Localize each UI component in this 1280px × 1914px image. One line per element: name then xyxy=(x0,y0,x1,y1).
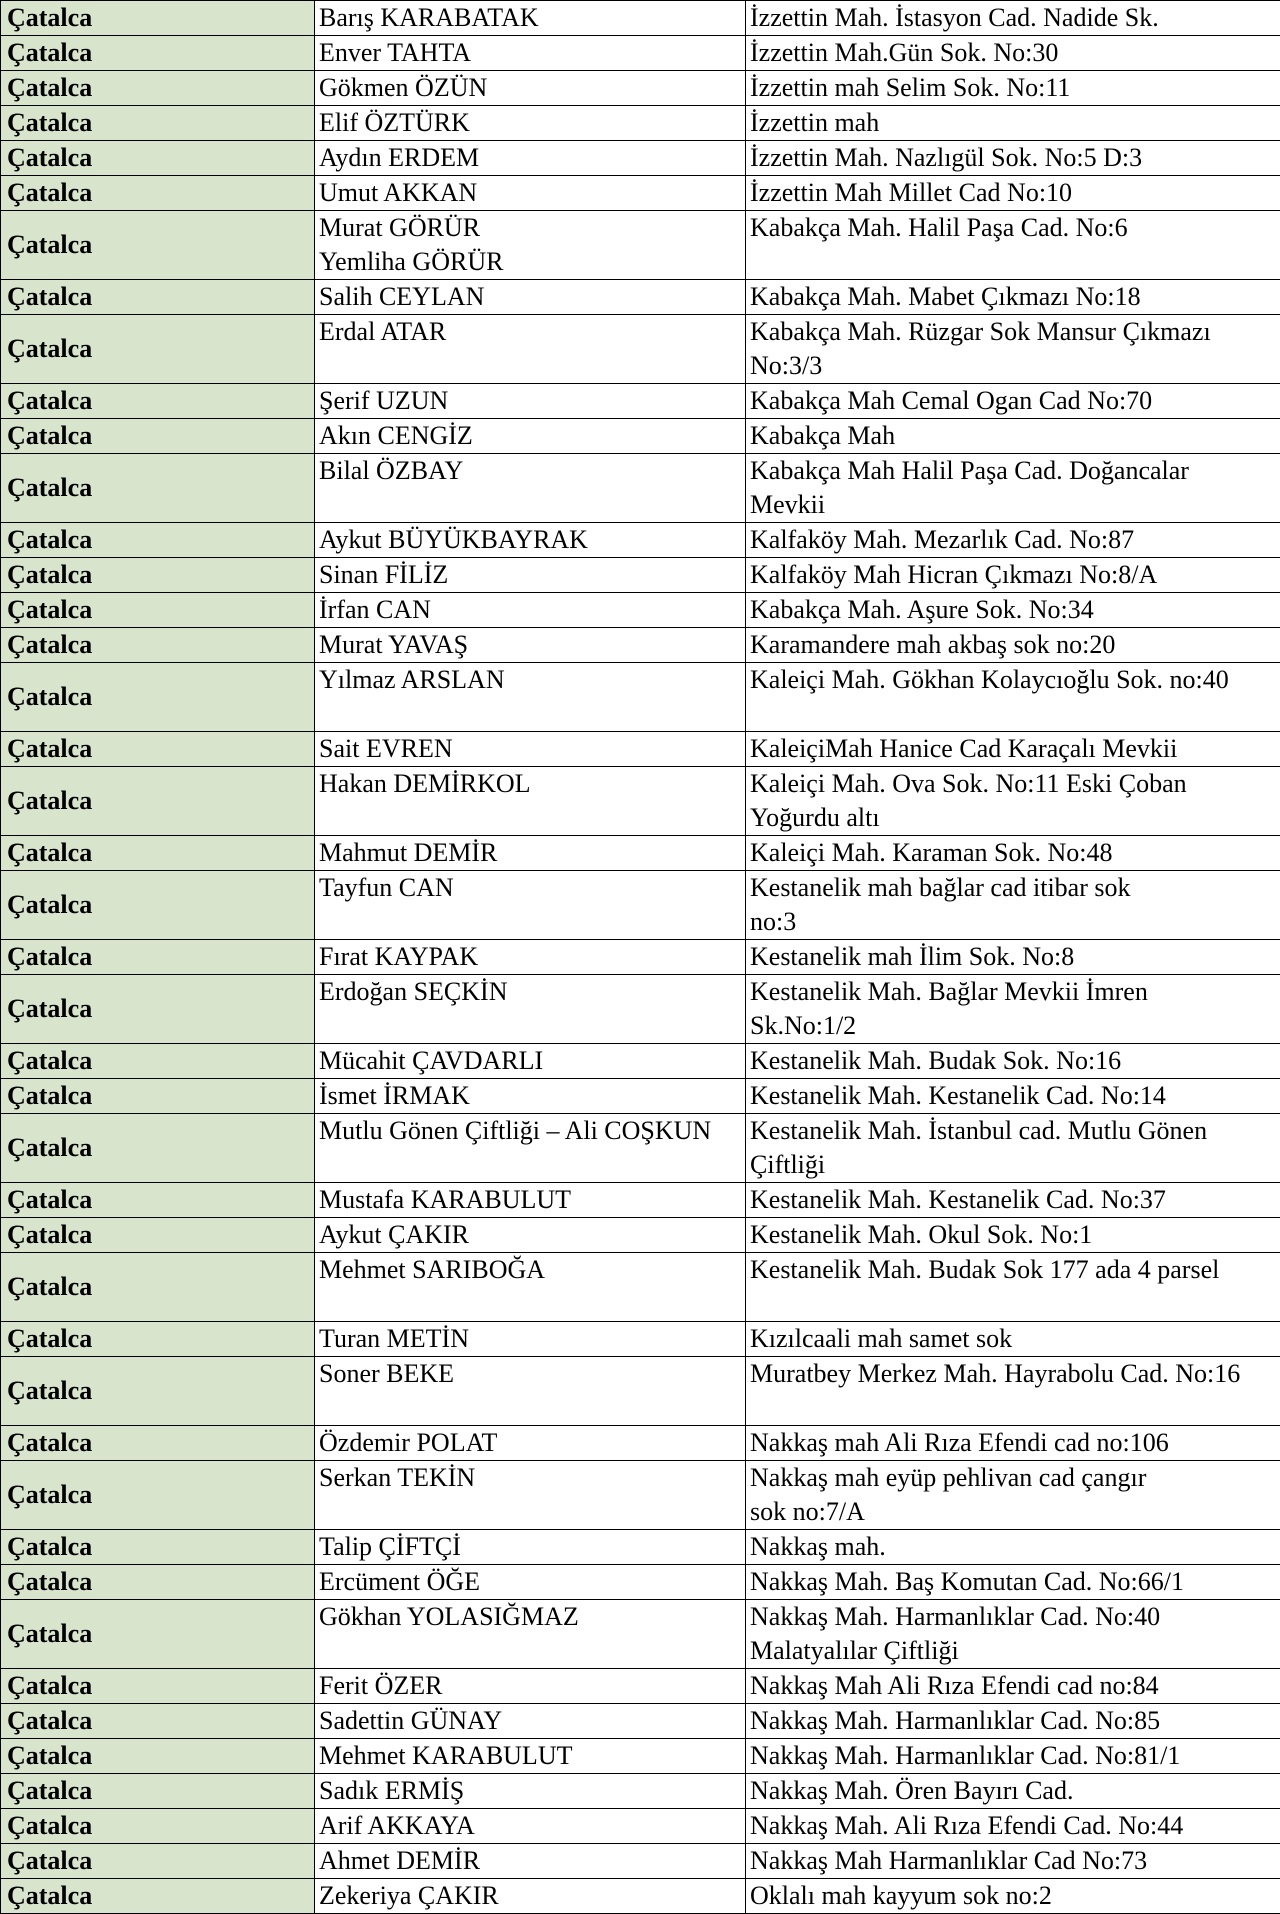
name-cell: Aykut ÇAKIR xyxy=(315,1218,746,1253)
address-cell: Kestanelik mah bağlar cad itibar sok no:3 xyxy=(746,871,1280,940)
name-cell: Sinan FİLİZ xyxy=(315,558,746,593)
district-cell: Çatalca xyxy=(1,1322,315,1357)
district-cell: Çatalca xyxy=(1,1044,315,1079)
name-cell: Ferit ÖZER xyxy=(315,1669,746,1704)
address-cell: Nakkaş Mah. Ali Rıza Efendi Cad. No:44 xyxy=(746,1809,1280,1844)
table-row xyxy=(1,1844,1280,1879)
district-cell: Çatalca xyxy=(1,663,315,732)
name-cell: Salih CEYLAN xyxy=(315,280,746,315)
name-cell: Mehmet SARIBOĞA xyxy=(315,1253,746,1322)
address-cell: Kaleiçi Mah. Gökhan Kolaycıoğlu Sok. no:40 xyxy=(746,663,1280,732)
address-cell: Kestanelik Mah. Okul Sok. No:1 xyxy=(746,1218,1280,1253)
district-cell: Çatalca xyxy=(1,1253,315,1322)
district-cell: Çatalca xyxy=(1,71,315,106)
name-cell: Mutlu Gönen Çiftliği – Ali COŞKUN xyxy=(315,1114,746,1183)
district-cell: Çatalca xyxy=(1,1600,315,1669)
table-row xyxy=(1,836,1280,871)
name-cell: Aykut BÜYÜKBAYRAK xyxy=(315,523,746,558)
address-cell: Kabakça Mah Halil Paşa Cad. Doğancalar Mevkii xyxy=(746,454,1280,523)
table-row xyxy=(1,1600,1280,1669)
district-cell: Çatalca xyxy=(1,593,315,628)
district-cell: Çatalca xyxy=(1,871,315,940)
address-cell: Nakkaş Mah. Baş Komutan Cad. No:66/1 xyxy=(746,1565,1280,1600)
district-cell: Çatalca xyxy=(1,1183,315,1218)
address-cell: Nakkaş Mah Ali Rıza Efendi cad no:84 xyxy=(746,1669,1280,1704)
table-row xyxy=(1,1565,1280,1600)
name-cell: Elif ÖZTÜRK xyxy=(315,106,746,141)
district-cell: Çatalca xyxy=(1,1114,315,1183)
address-cell: Nakkaş Mah. Harmanlıklar Cad. No:40 Malatyalılar Çiftliği xyxy=(746,1600,1280,1669)
name-cell: Ercüment ÖĞE xyxy=(315,1565,746,1600)
district-cell: Çatalca xyxy=(1,836,315,871)
name-cell: Tayfun CAN xyxy=(315,871,746,940)
table-row xyxy=(1,628,1280,663)
name-cell: Gökmen ÖZÜN xyxy=(315,71,746,106)
table-row xyxy=(1,1704,1280,1739)
table-row xyxy=(1,558,1280,593)
table-row xyxy=(1,1357,1280,1426)
name-cell: Enver TAHTA xyxy=(315,36,746,71)
address-cell: Muratbey Merkez Mah. Hayrabolu Cad. No:16 xyxy=(746,1357,1280,1426)
address-cell: Kestanelik Mah. Budak Sok. No:16 xyxy=(746,1044,1280,1079)
name-cell: Akın CENGİZ xyxy=(315,419,746,454)
address-cell: Kalfaköy Mah Hicran Çıkmazı No:8/A xyxy=(746,558,1280,593)
table-row xyxy=(1,523,1280,558)
table-row xyxy=(1,1809,1280,1844)
address-cell: İzzettin Mah. Nazlıgül Sok. No:5 D:3 xyxy=(746,141,1280,176)
table-row xyxy=(1,1774,1280,1809)
address-cell: Nakkaş Mah Harmanlıklar Cad No:73 xyxy=(746,1844,1280,1879)
district-cell: Çatalca xyxy=(1,1669,315,1704)
district-cell: Çatalca xyxy=(1,211,315,280)
name-cell: Mücahit ÇAVDARLI xyxy=(315,1044,746,1079)
name-cell: İrfan CAN xyxy=(315,593,746,628)
district-cell: Çatalca xyxy=(1,1774,315,1809)
table-row xyxy=(1,419,1280,454)
address-cell: Kabakça Mah. Rüzgar Sok Mansur Çıkmazı No:3/3 xyxy=(746,315,1280,384)
address-cell: KaleiçiMah Hanice Cad Karaçalı Mevkii xyxy=(746,732,1280,767)
address-cell: Kestanelik Mah. Kestanelik Cad. No:37 xyxy=(746,1183,1280,1218)
table-row xyxy=(1,593,1280,628)
name-cell: Talip ÇİFTÇİ xyxy=(315,1530,746,1565)
name-cell: Sait EVREN xyxy=(315,732,746,767)
table-body xyxy=(1,1,1280,1914)
name-cell: Sadık ERMİŞ xyxy=(315,1774,746,1809)
district-cell: Çatalca xyxy=(1,1,315,36)
address-cell: Kabakça Mah Cemal Ogan Cad No:70 xyxy=(746,384,1280,419)
table-row xyxy=(1,940,1280,975)
table-row xyxy=(1,1183,1280,1218)
district-cell: Çatalca xyxy=(1,940,315,975)
table-row xyxy=(1,71,1280,106)
table-row xyxy=(1,1218,1280,1253)
district-cell: Çatalca xyxy=(1,1530,315,1565)
name-cell: Özdemir POLAT xyxy=(315,1426,746,1461)
name-cell: Erdoğan SEÇKİN xyxy=(315,975,746,1044)
name-cell: Barış KARABATAK xyxy=(315,1,746,36)
district-cell: Çatalca xyxy=(1,176,315,211)
district-cell: Çatalca xyxy=(1,1879,315,1914)
address-cell: Kabakça Mah. Aşure Sok. No:34 xyxy=(746,593,1280,628)
name-cell: Aydın ERDEM xyxy=(315,141,746,176)
table-row xyxy=(1,106,1280,141)
table-row xyxy=(1,1044,1280,1079)
table-row xyxy=(1,1,1280,36)
table-row xyxy=(1,1322,1280,1357)
table-row xyxy=(1,1079,1280,1114)
table-row xyxy=(1,767,1280,836)
district-cell: Çatalca xyxy=(1,1218,315,1253)
district-cell: Çatalca xyxy=(1,1357,315,1426)
address-cell: İzzettin Mah.Gün Sok. No:30 xyxy=(746,36,1280,71)
table-row xyxy=(1,1879,1280,1914)
address-cell: Nakkaş Mah. Ören Bayırı Cad. xyxy=(746,1774,1280,1809)
district-cell: Çatalca xyxy=(1,36,315,71)
district-cell: Çatalca xyxy=(1,558,315,593)
table-row xyxy=(1,975,1280,1044)
address-cell: Oklalı mah kayyum sok no:2 xyxy=(746,1879,1280,1914)
address-cell: İzzettin Mah. İstasyon Cad. Nadide Sk. xyxy=(746,1,1280,36)
table-row xyxy=(1,1253,1280,1322)
table-row xyxy=(1,1426,1280,1461)
name-cell: Murat GÖRÜR Yemliha GÖRÜR xyxy=(315,211,746,280)
address-cell: Kabakça Mah. Mabet Çıkmazı No:18 xyxy=(746,280,1280,315)
address-cell: Nakkaş Mah. Harmanlıklar Cad. No:81/1 xyxy=(746,1739,1280,1774)
name-cell: İsmet İRMAK xyxy=(315,1079,746,1114)
address-cell: Nakkaş mah Ali Rıza Efendi cad no:106 xyxy=(746,1426,1280,1461)
name-cell: Bilal ÖZBAY xyxy=(315,454,746,523)
name-cell: Murat YAVAŞ xyxy=(315,628,746,663)
address-cell: Nakkaş mah eyüp pehlivan cad çangır sok no:7/A xyxy=(746,1461,1280,1530)
name-cell: Mehmet KARABULUT xyxy=(315,1739,746,1774)
address-cell: Kabakça Mah xyxy=(746,419,1280,454)
district-cell: Çatalca xyxy=(1,767,315,836)
district-cell: Çatalca xyxy=(1,1079,315,1114)
table-row xyxy=(1,663,1280,732)
district-cell: Çatalca xyxy=(1,315,315,384)
address-cell: Kestanelik Mah. Bağlar Mevkii İmren Sk.No:1/2 xyxy=(746,975,1280,1044)
district-cell: Çatalca xyxy=(1,141,315,176)
address-cell: İzzettin Mah Millet Cad No:10 xyxy=(746,176,1280,211)
address-cell: Nakkaş mah. xyxy=(746,1530,1280,1565)
address-cell: İzzettin mah Selim Sok. No:11 xyxy=(746,71,1280,106)
name-cell: Ahmet DEMİR xyxy=(315,1844,746,1879)
address-cell: Kestanelik Mah. Budak Sok 177 ada 4 parsel xyxy=(746,1253,1280,1322)
district-cell: Çatalca xyxy=(1,106,315,141)
district-cell: Çatalca xyxy=(1,1704,315,1739)
address-cell: Nakkaş Mah. Harmanlıklar Cad. No:85 xyxy=(746,1704,1280,1739)
district-cell: Çatalca xyxy=(1,523,315,558)
name-cell: Zekeriya ÇAKIR xyxy=(315,1879,746,1914)
name-cell: Turan METİN xyxy=(315,1322,746,1357)
table-row xyxy=(1,280,1280,315)
district-cell: Çatalca xyxy=(1,1565,315,1600)
table-row xyxy=(1,211,1280,280)
address-cell: Kalfaköy Mah. Mezarlık Cad. No:87 xyxy=(746,523,1280,558)
table-row xyxy=(1,1461,1280,1530)
table-row xyxy=(1,454,1280,523)
district-cell: Çatalca xyxy=(1,419,315,454)
district-cell: Çatalca xyxy=(1,1809,315,1844)
address-cell: Kaleiçi Mah. Ova Sok. No:11 Eski Çoban Yoğurdu altı xyxy=(746,767,1280,836)
district-cell: Çatalca xyxy=(1,280,315,315)
name-cell: Gökhan YOLASIĞMAZ xyxy=(315,1600,746,1669)
name-cell: Sadettin GÜNAY xyxy=(315,1704,746,1739)
table-row xyxy=(1,36,1280,71)
name-cell: Soner BEKE xyxy=(315,1357,746,1426)
district-cell: Çatalca xyxy=(1,384,315,419)
address-cell: Karamandere mah akbaş sok no:20 xyxy=(746,628,1280,663)
district-cell: Çatalca xyxy=(1,628,315,663)
table-row xyxy=(1,1669,1280,1704)
table-row xyxy=(1,732,1280,767)
table-row xyxy=(1,871,1280,940)
name-cell: Şerif UZUN xyxy=(315,384,746,419)
address-cell: İzzettin mah xyxy=(746,106,1280,141)
district-cell: Çatalca xyxy=(1,1844,315,1879)
table-row xyxy=(1,1114,1280,1183)
district-cell: Çatalca xyxy=(1,1461,315,1530)
address-cell: Kabakça Mah. Halil Paşa Cad. No:6 xyxy=(746,211,1280,280)
table-row xyxy=(1,141,1280,176)
table-row xyxy=(1,315,1280,384)
address-cell: Kestanelik Mah. Kestanelik Cad. No:14 xyxy=(746,1079,1280,1114)
name-cell: Erdal ATAR xyxy=(315,315,746,384)
address-cell: Kaleiçi Mah. Karaman Sok. No:48 xyxy=(746,836,1280,871)
address-cell: Kestanelik mah İlim Sok. No:8 xyxy=(746,940,1280,975)
district-cell: Çatalca xyxy=(1,732,315,767)
name-cell: Hakan DEMİRKOL xyxy=(315,767,746,836)
name-cell: Umut AKKAN xyxy=(315,176,746,211)
district-cell: Çatalca xyxy=(1,1426,315,1461)
district-cell: Çatalca xyxy=(1,454,315,523)
address-cell: Kestanelik Mah. İstanbul cad. Mutlu Gönen Çiftliği xyxy=(746,1114,1280,1183)
table-row xyxy=(1,1530,1280,1565)
table-row xyxy=(1,1739,1280,1774)
table-row xyxy=(1,384,1280,419)
name-cell: Mahmut DEMİR xyxy=(315,836,746,871)
name-cell: Serkan TEKİN xyxy=(315,1461,746,1530)
district-cell: Çatalca xyxy=(1,975,315,1044)
name-cell: Mustafa KARABULUT xyxy=(315,1183,746,1218)
name-cell: Arif AKKAYA xyxy=(315,1809,746,1844)
address-cell: Kızılcaali mah samet sok xyxy=(746,1322,1280,1357)
name-cell: Fırat KAYPAK xyxy=(315,940,746,975)
district-cell: Çatalca xyxy=(1,1739,315,1774)
name-cell: Yılmaz ARSLAN xyxy=(315,663,746,732)
table-row xyxy=(1,176,1280,211)
